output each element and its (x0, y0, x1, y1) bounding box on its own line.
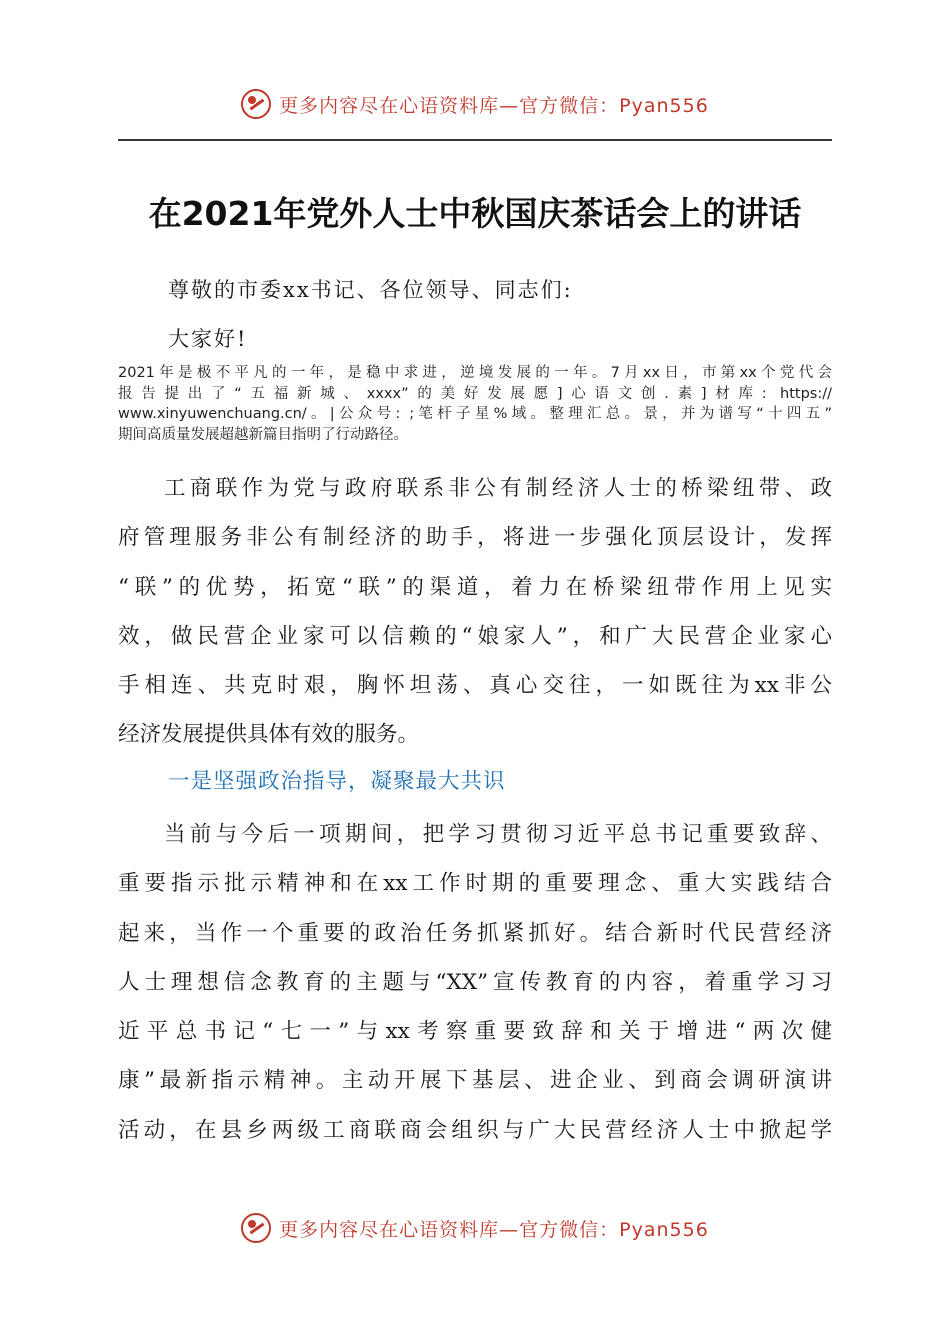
paragraph-line: “联”的优势，拓宽“联”的渠道，着力在桥梁纽带作用上见实 (118, 574, 832, 600)
paragraph-line: 重要指示批示精神和在xx工作时期的重要理念、重大实践结合 (118, 871, 832, 897)
section-heading: 一是坚强政治指导，凝聚最大共识 (168, 769, 506, 794)
paragraph-line: 康”最新指示精神。主动开展下基层、进企业、到商会调研演讲 (118, 1068, 832, 1094)
small-paragraph (118, 363, 832, 445)
small-line: 2021年是极不平凡的一年，是稳中求进，逆境发展的一年。7月xx日，市第xx个党代会 (118, 365, 832, 381)
salutation: 尊敬的市委xx书记、各位领导、同志们: (168, 278, 573, 302)
paragraph-line: 工商联作为党与政府联系非公有制经济人士的桥梁纽带、政 (164, 476, 832, 501)
paragraph-line: 人士理想信念教育的主题与“XX”宣传教育的内容，着重学习习 (118, 969, 832, 995)
paragraph-line: 经济发展提供具体有效的服务。 (118, 722, 420, 748)
paragraph-line: 府管理服务非公有制经济的助手，将进一步强化顶层设计，发挥 (118, 525, 832, 551)
paragraph-line: 活动，在县乡两级工商联商会组织与广大民营经济人士中掀起学 (118, 1117, 832, 1143)
paragraph-line: 当前与今后一项期间，把学习贯彻习近平总书记重要致辞、 (164, 822, 832, 847)
paragraph-line: 近平总书记“七一”与xx考察重要致辞和关于增进“两次健 (118, 1019, 832, 1045)
document-title: 在2021年党外人士中秋国庆茶话会上的讲话 (148, 194, 802, 233)
small-line: www.xinyuwenchuang.cn/。|公众号: ;笔杆子星%域。整理汇总。景，并为谱写“十四五” (118, 406, 832, 422)
paragraph-line: 起来，当作一个重要的政治任务抓紧抓好。结合新时代民营经济 (118, 920, 832, 946)
paragraph-2 (118, 810, 832, 1155)
footer-text: 更多内容尽在心语资料库—官方微信：Pyan556 (279, 1218, 709, 1241)
greeting: 大家好! (168, 327, 248, 351)
paragraph-1 (118, 464, 832, 760)
header-text: 更多内容尽在心语资料库—官方微信：Pyan556 (279, 94, 709, 117)
small-line: 期间高质量发展超越新篇目指明了行动路径。 (118, 426, 408, 443)
logo-icon (241, 1213, 271, 1243)
paragraph-line: 效，做民营企业家可以信赖的“娘家人”，和广大民营企业家心 (118, 623, 832, 649)
page-header (0, 86, 950, 122)
logo-icon (241, 89, 271, 119)
paragraph-line: 手相连、共克时艰，胸怀坦荡、真心交往，一如既往为xx非公 (118, 673, 832, 699)
page-footer (0, 1210, 950, 1246)
header-divider (118, 139, 832, 141)
small-line: 报告提出了“五福新城、xxxx”的美好发展愿]心语文创.素]材库: https:// (118, 385, 832, 402)
